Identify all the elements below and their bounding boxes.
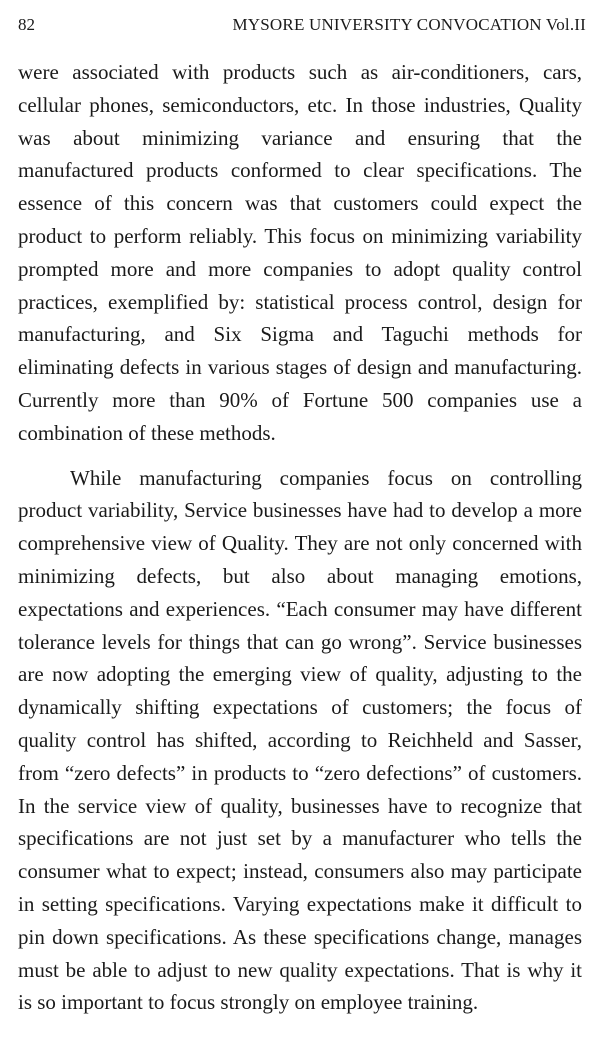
page-number: 82 [18, 15, 35, 34]
paragraph-continued: were associated with products such as air-conditioners, cars, cellular phones, semiconductors, etc. In those industries, Quality was about minimizing variance and ensuring that the manufactured products conformed to clear specifications. The essence of this concern was that customers could expect the product to perform reliably. This focus on minimizing variability prompted more and more companies to adopt quality control practices, exemplified by: statistical process control, design for manufacturing, and Six Sigma and Taguchi methods for eliminating defects in various stages of design and manufacturing. Currently more than 90% of Fortune 500 companies use a combination of these methods. [18, 60, 582, 445]
paragraph-service-quality: While manufacturing companies focus on controlling product variability, Service businesses have had to develop a more comprehensive view of Quality. They are not only concerned with minimizing defects, but also about managing emotions, expectations and experiences. “Each consumer may have different tolerance levels for things that can go wrong”. Service businesses are now adopting the emerging view of quality, adjusting to the dynamically shifting expectations of customers; the focus of quality control has shifted, according to Reichheld and Sasser, from “zero defects” in products to “zero defections” of customers. In the service view of quality, businesses have to recognize that specifications are not just set by a manufacturer who tells the consumer what to expect; instead, consumers also may participate in setting specifications. Varying expectations make it difficult to pin down specifications. As these specifications change, manages must be able to adjust to new quality expectations. That is why it is so important to focus strongly on employee training. [18, 465, 582, 1015]
body-text [18, 56, 582, 1019]
running-header [18, 12, 586, 38]
running-header-title: MYSORE UNIVERSITY CONVOCATION Vol.II [232, 15, 586, 34]
